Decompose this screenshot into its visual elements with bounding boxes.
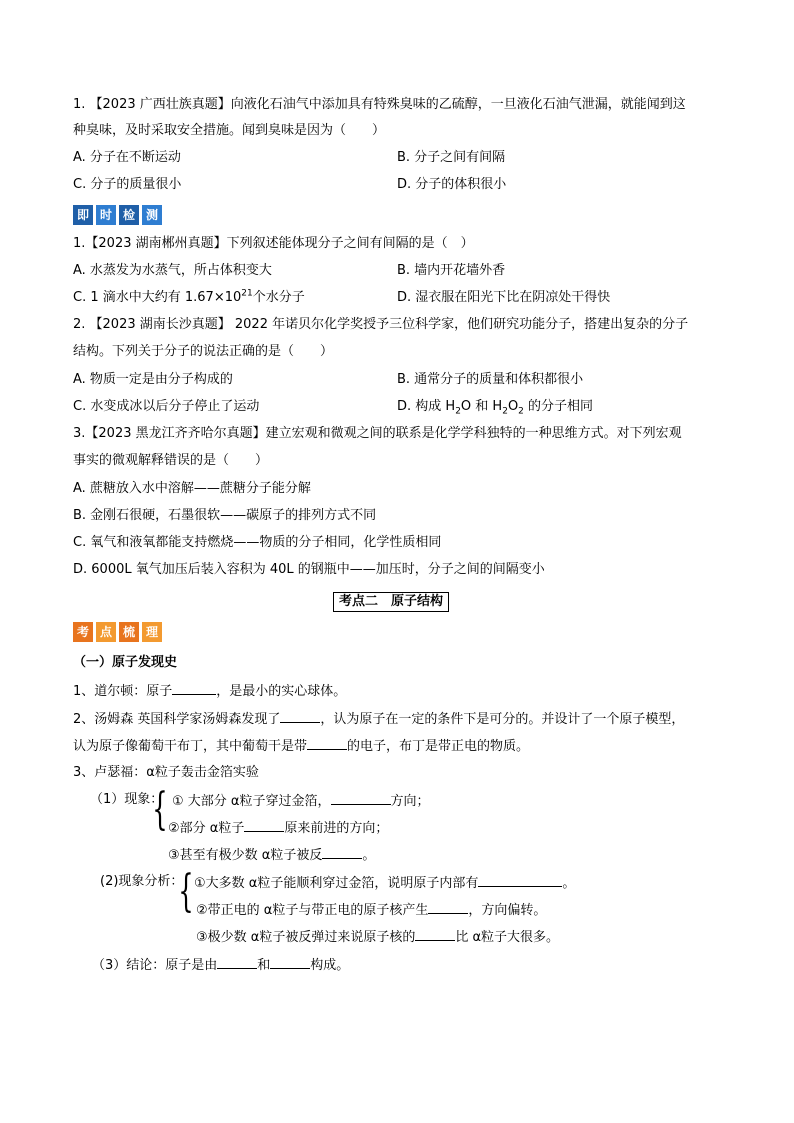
brace-icon: {: [178, 866, 194, 917]
obs1-post: 方向；: [390, 794, 430, 809]
t1-c-post: 个水分子: [252, 290, 305, 305]
thomson-line2: [73, 735, 529, 757]
answer-blank[interactable]: [172, 680, 216, 695]
section-title: 考点二 原子结构: [333, 592, 449, 612]
answer-blank[interactable]: [322, 844, 362, 859]
t3-option-b: B. 金刚石很硬，石墨很软——碳原子的排列方式不同: [73, 508, 377, 523]
t1-line1: 1.【2023 湖南郴州真题】下列叙述能体现分子之间有间隔的是（ ）: [73, 236, 474, 251]
obs2-post: 原来前进的方向；: [284, 821, 389, 836]
t3-line1: 3.【2023 黑龙江齐齐哈尔真题】建立宏观和微观之间的联系是化学学科独特的一种思维方式。对下列宏观: [73, 426, 682, 441]
banner-char: 时: [96, 205, 116, 225]
answer-blank[interactable]: [280, 708, 320, 723]
analysis-1: [194, 872, 575, 894]
ana3-pre: ③极少数 α粒子被反弹过来说原子核的: [196, 930, 416, 945]
t2-option-a: A. 物质一定是由分子构成的: [73, 372, 233, 387]
dalton-post: ，是最小的实心球体。: [216, 684, 347, 699]
banner-instant-check: [73, 205, 162, 227]
concl-mid: 和: [257, 958, 271, 973]
dalton-pre: 1、道尔顿：原子: [73, 684, 173, 699]
t2-d-pre: D. 构成 H: [397, 399, 456, 414]
ana3-post: 比 α粒子大很多。: [455, 930, 560, 945]
t2-line2: 结构。下列关于分子的说法正确的是（ ）: [73, 344, 334, 359]
obs3-post: 。: [362, 848, 376, 863]
q1-option-b: B. 分子之间有间隔: [397, 150, 506, 165]
t2-d-mid2: O: [507, 399, 519, 414]
t3-option-c: C. 氧气和液氧都能支持燃烧——物质的分子相同，化学性质相同: [73, 535, 442, 550]
thomson-post: ，认为原子在一定的条件下是可分的。并设计了一个原子模型，: [320, 712, 685, 727]
t2-d-sub2: 2: [502, 406, 508, 417]
banner-key-points: [73, 622, 162, 644]
concl-post: 构成。: [310, 958, 350, 973]
t1-option-a: A. 水蒸发为水蒸气，所占体积变大: [73, 263, 272, 278]
answer-blank[interactable]: [415, 926, 455, 941]
thomson2-pre: 认为原子像葡萄干布丁，其中葡萄干是带: [73, 739, 308, 754]
dalton-line: [73, 680, 346, 702]
t2-d-sub1: 2: [455, 406, 461, 417]
t2-option-c: C. 水变成冰以后分子停止了运动: [73, 399, 260, 414]
history-heading: （一）原子发现史: [73, 655, 178, 670]
banner-char: 考: [73, 622, 93, 642]
ana1-post: 。: [562, 876, 576, 891]
t2-d-post: 的分子相同: [523, 399, 594, 414]
answer-blank[interactable]: [270, 954, 310, 969]
ana2-post: ，方向偏转。: [468, 903, 547, 918]
answer-blank[interactable]: [307, 735, 347, 750]
analysis-label: (2)现象分析：: [100, 874, 184, 889]
banner-char: 检: [119, 205, 139, 225]
thomson-pre: 2、汤姆森 英国科学家汤姆森发现了: [73, 712, 281, 727]
t3-line2: 事实的微观解释错误的是（ ）: [73, 453, 269, 468]
q1-option-a: A. 分子在不断运动: [73, 150, 181, 165]
t2-d-sub3: 2: [518, 406, 524, 417]
obs2-pre: ②部分 α粒子: [168, 821, 245, 836]
answer-blank[interactable]: [331, 790, 391, 805]
t3-option-d: D. 6000L 氧气加压后装入容积为 40L 的钢瓶中——加压时，分子之间的间隔变小: [73, 562, 545, 577]
t2-option-d: [397, 397, 593, 417]
banner-char: 梳: [119, 622, 139, 642]
observation-label: （1）现象：: [90, 792, 164, 807]
t3-option-a: A. 蔗糖放入水中溶解——蔗糖分子能分解: [73, 481, 311, 496]
t1-c-pre: C. 1 滴水中大约有 1.67×10: [73, 290, 242, 305]
analysis-2: [196, 899, 546, 921]
banner-char: 测: [142, 205, 162, 225]
t1-option-c: [73, 288, 305, 308]
ana2-pre: ②带正电的 α粒子与带正电的原子核产生: [196, 903, 429, 918]
answer-blank[interactable]: [478, 872, 562, 887]
t1-option-b: B. 墙内开花墙外香: [397, 263, 506, 278]
t2-d-mid: O 和 H: [460, 399, 503, 414]
q1-option-d: D. 分子的体积很小: [397, 177, 507, 192]
t1-c-sup: 21: [241, 288, 253, 299]
t2-line1: 2. 【2023 湖南长沙真题】 2022 年诺贝尔化学奖授予三位科学家，他们研究功能分子，搭建出复杂的分子: [73, 317, 689, 332]
conclusion-line: [92, 954, 349, 976]
obs1-pre: ① 大部分 α粒子穿过金箔，: [172, 794, 331, 809]
q1-line2: 种臭味，及时采取安全措施。闻到臭味是因为（ ）: [73, 123, 386, 138]
observation-3: [168, 844, 375, 866]
q1-option-c: C. 分子的质量很小: [73, 177, 182, 192]
q1-line1: 1. 【2023 广西壮族真题】向液化石油气中添加具有特殊臭味的乙硫醇，一旦液化石油气泄漏，就能闻到这: [73, 97, 686, 112]
answer-blank[interactable]: [244, 817, 284, 832]
answer-blank[interactable]: [428, 899, 468, 914]
ana1-pre: ①大多数 α粒子能顺利穿过金箔，说明原子内部有: [194, 876, 479, 891]
banner-char: 即: [73, 205, 93, 225]
banner-char: 点: [96, 622, 116, 642]
banner-char: 理: [142, 622, 162, 642]
t2-option-b: B. 通常分子的质量和体积都很小: [397, 372, 584, 387]
t1-option-d: D. 湿衣服在阳光下比在阴凉处干得快: [397, 290, 611, 305]
obs3-pre: ③甚至有极少数 α粒子被反: [168, 848, 323, 863]
answer-blank[interactable]: [217, 954, 257, 969]
observation-1: [172, 790, 430, 812]
analysis-3: [196, 926, 559, 948]
observation-2: [168, 817, 388, 839]
brace-icon: {: [152, 784, 168, 835]
thomson2-post: 的电子，布丁是带正电的物质。: [347, 739, 530, 754]
thomson-line1: [73, 708, 684, 730]
rutherford-line: 3、卢瑟福：α粒子轰击金箔实验: [73, 765, 259, 780]
concl-pre: （3）结论：原子是由: [92, 958, 218, 973]
